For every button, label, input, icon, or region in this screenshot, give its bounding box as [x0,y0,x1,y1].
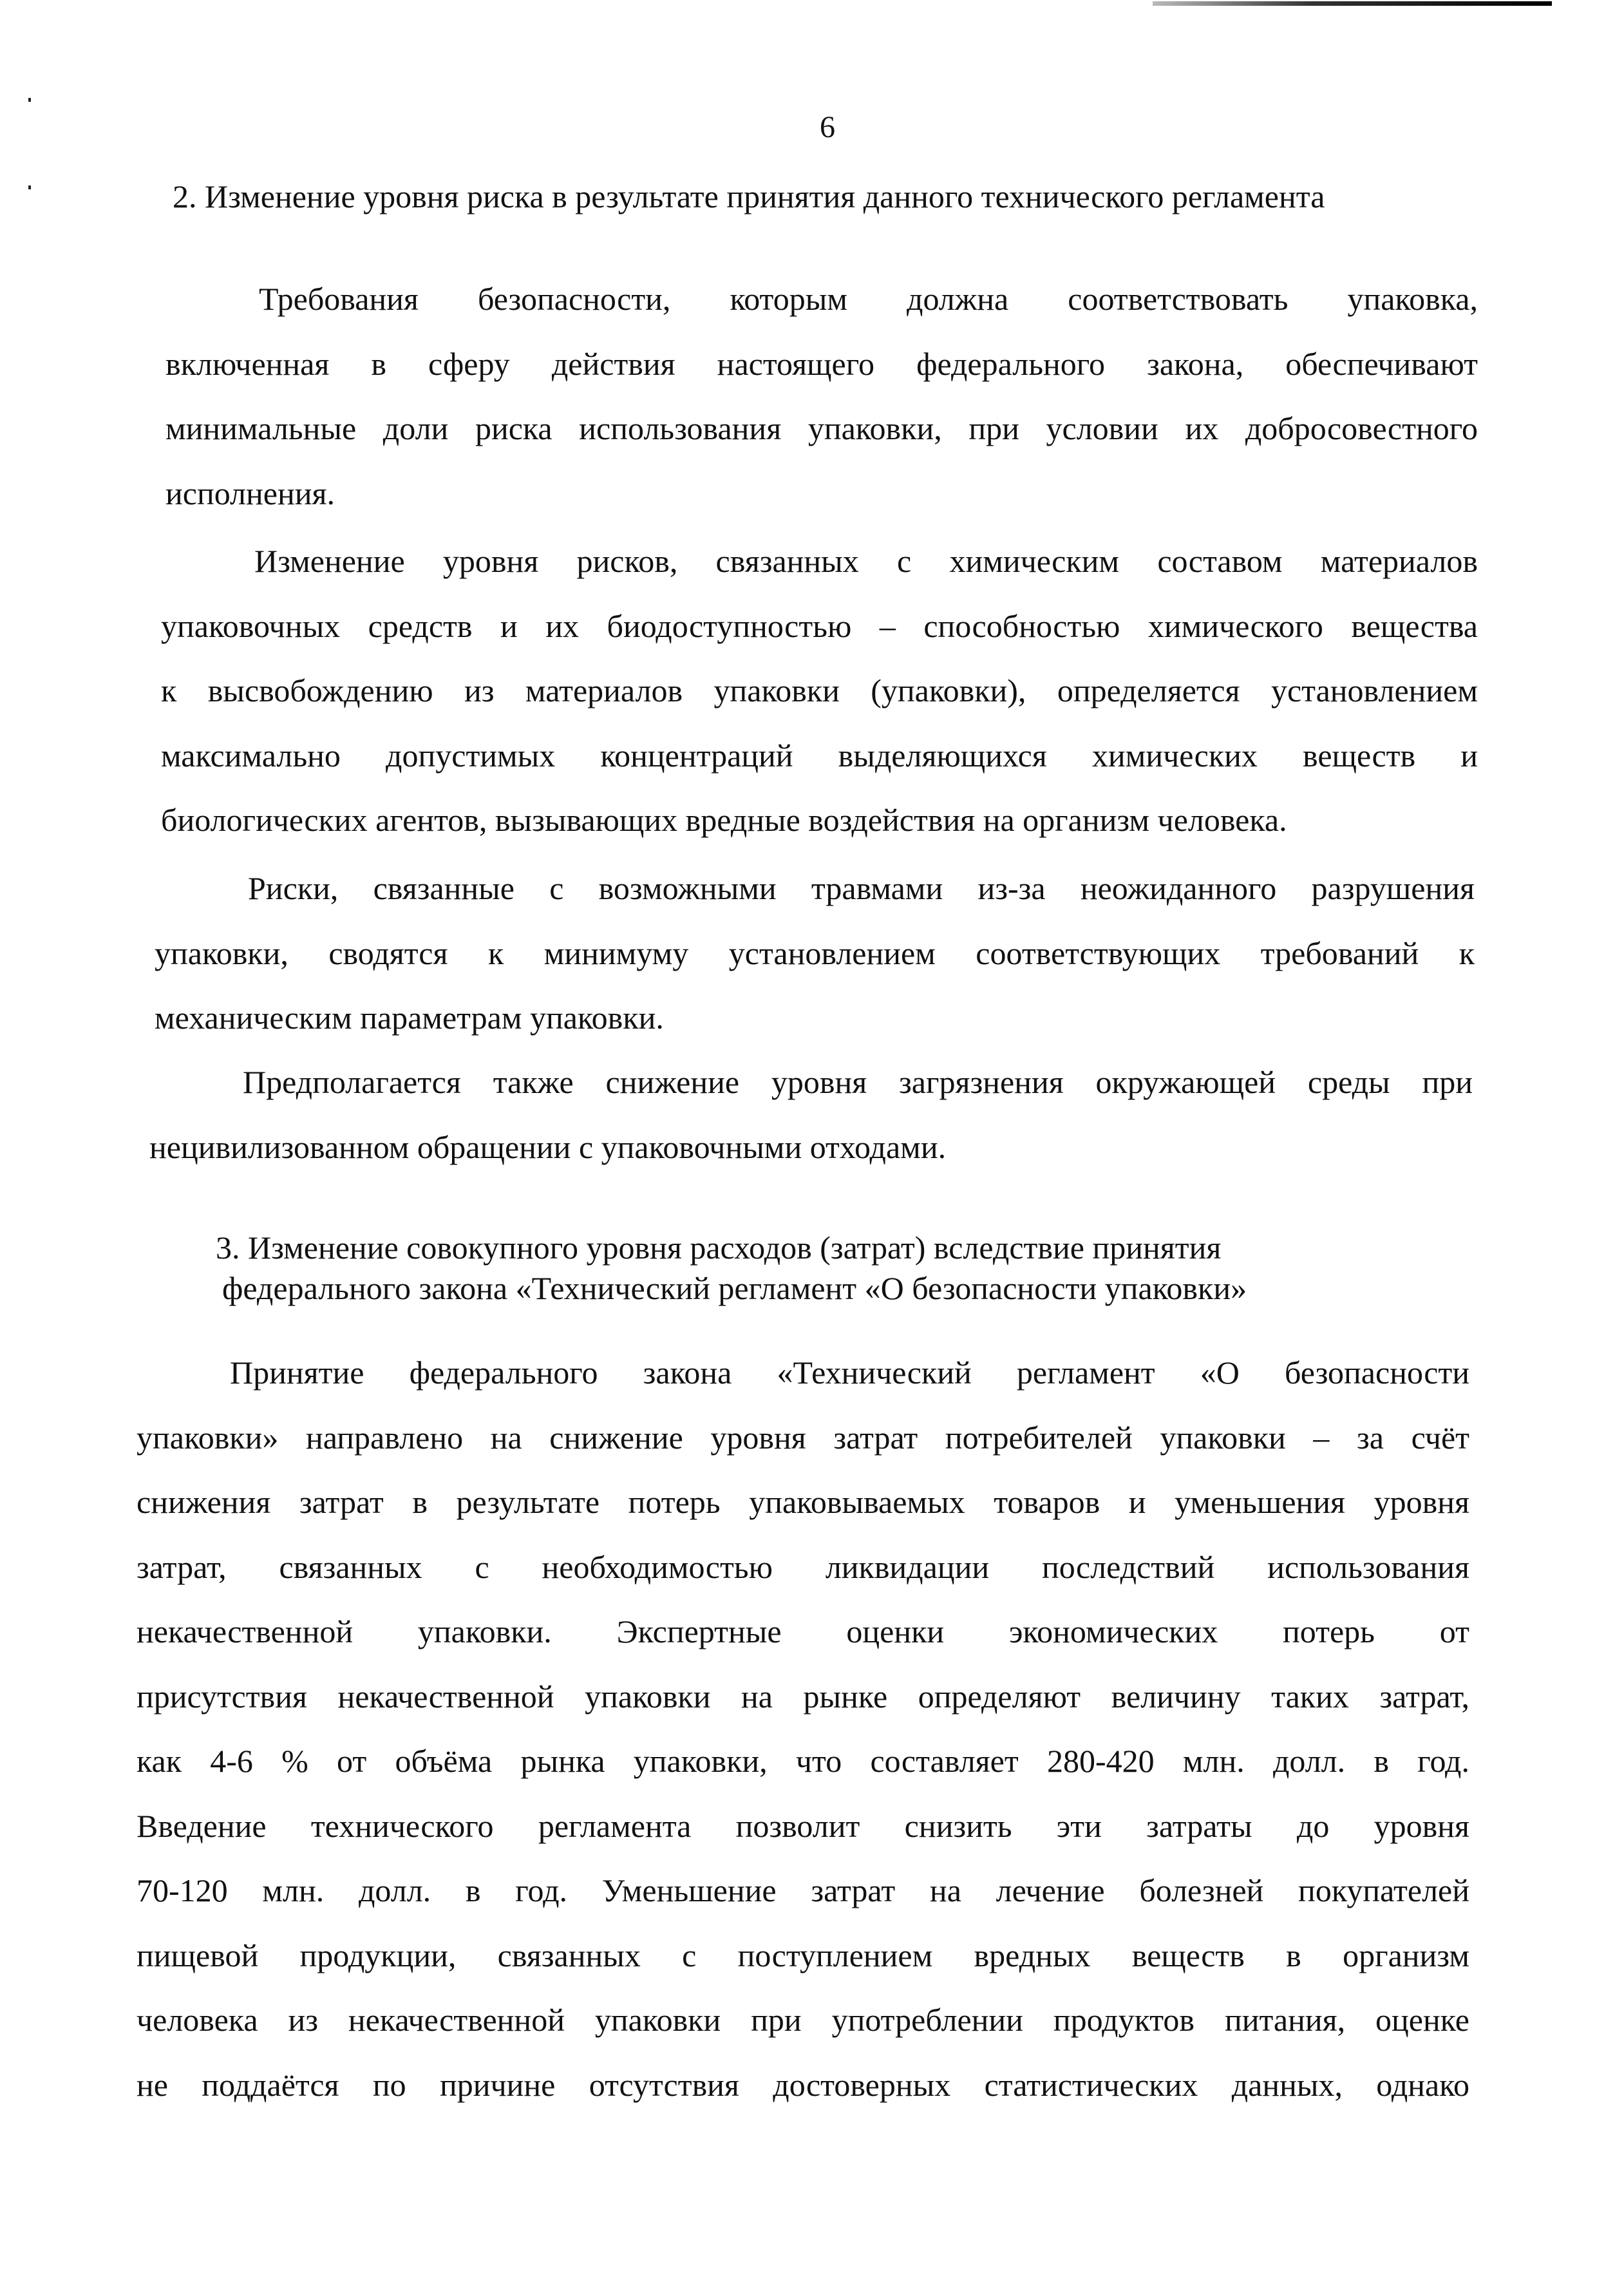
paragraph-3 [155,866,1475,1060]
text-line: минимальные доли риска использования упаковки, при условии их добросовестного [165,410,1478,446]
text-line: максимально допустимых концентраций выделяющихся химических веществ и [161,737,1478,774]
text-line: биологических агентов, вызывающих вредные воздействия на организм человека. [161,802,1287,838]
paragraph-4 [149,1059,1473,1189]
section-2-heading: 2. Изменение уровня риска в результате принятия данного технического регламента [173,178,1325,214]
text-line: человека из некачественной упаковки при употреблении продуктов питания, оценке [137,2002,1469,2038]
text-line: Принятие федерального закона «Технический регламент «О безопасности [230,1354,1469,1391]
section-3-heading-line-1: 3. Изменение совокупного уровня расходов (затрат) вследствие принятия [216,1230,1222,1266]
text-line: механическим параметрам упаковки. [155,1000,664,1036]
text-line: Риски, связанные с возможными травмами из-за неожиданного разрушения [248,870,1475,906]
text-line: снижения затрат в результате потерь упаковываемых товаров и уменьшения уровня [137,1484,1469,1520]
text-line: как 4-6 % от объёма рынка упаковки, что составляет 280-420 млн. долл. в год. [137,1743,1469,1779]
section-3-heading-line-2: федерального закона «Технический регламент «О безопасности упаковки» [222,1270,1247,1306]
text-line: затрат, связанных с необходимостью ликвидации последствий использования [137,1548,1469,1585]
text-line: упаковочных средств и их биодоступностью – способностью химического вещества [161,607,1478,644]
text-line: присутствия некачественной упаковки на рынке определяют величину таких затрат, [137,1678,1469,1715]
paragraph-1 [165,276,1478,535]
text-line: Требования безопасности, которым должна соответствовать упаковка, [259,281,1478,317]
text-line: некачественной упаковки. Экспертные оценки экономических потерь от [137,1613,1469,1649]
text-line: пищевой продукции, связанных с поступлением вредных веществ в организм [137,1937,1469,1973]
text-line: к высвобождению из материалов упаковки (упаковки), определяется установлением [161,672,1478,708]
text-line: Предполагается также снижение уровня загрязнения окружающей среды при [243,1064,1473,1100]
text-line: Введение технического регламента позволит снизить эти затраты до уровня [137,1807,1469,1844]
paragraph-5 [137,1350,1469,2127]
scan-edge-line [1153,1,1552,6]
text-line: включенная в сферу действия настоящего федерального закона, обеспечивают [165,345,1478,382]
text-line: исполнения. [165,475,335,511]
page-number: 6 [820,110,835,144]
text-line: Изменение уровня рисков, связанных с химическим составом материалов [254,543,1478,579]
scan-speck [28,98,31,102]
scan-speck [28,185,31,189]
text-line: не поддаётся по причине отсутствия достоверных статистических данных, однако [137,2066,1469,2103]
paragraph-2 [161,538,1478,862]
text-line: упаковки» направлено на снижение уровня затрат потребителей упаковки – за счёт [137,1419,1469,1456]
text-line: нецивилизованном обращении с упаковочными отходами. [149,1128,947,1165]
text-line: 70-120 млн. долл. в год. Уменьшение затрат на лечение болезней покупателей [137,1872,1469,1908]
text-line: упаковки, сводятся к минимуму установлением соответствующих требований к [155,935,1475,971]
